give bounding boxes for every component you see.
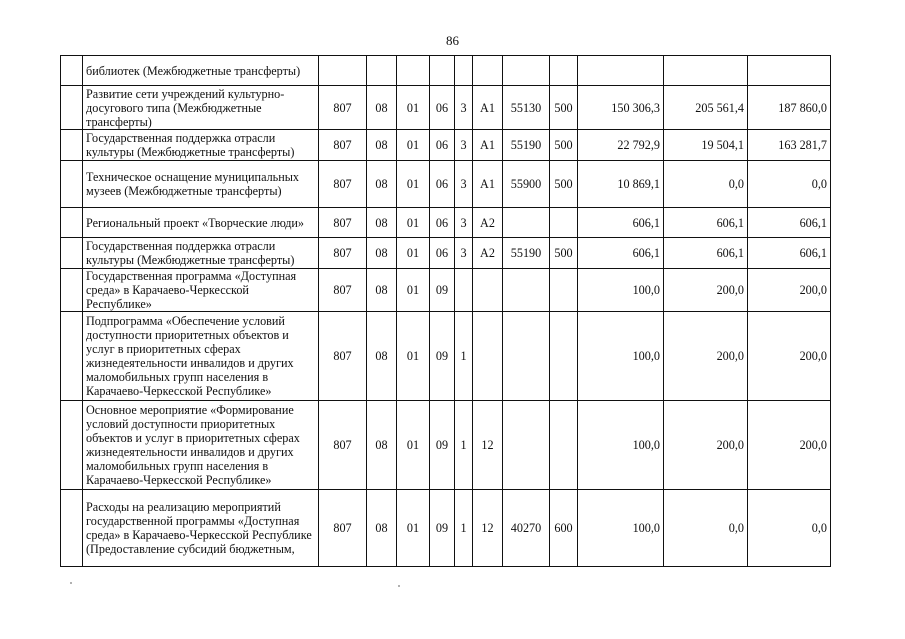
row-name-cell: Государственная программа «Доступная среда» в Карачаево-Черкесской Республике» [83, 269, 319, 312]
cell-s3: 200,0 [748, 401, 831, 490]
cell-s2 [664, 56, 748, 86]
cell-s1: 100,0 [578, 490, 664, 567]
cell-vr [550, 208, 578, 238]
row-name-cell: Развитие сети учреждений культурно-досугового типа (Межбюджетные трансферты) [83, 86, 319, 130]
table-row [61, 130, 831, 161]
cell-p3: 12 [473, 401, 503, 490]
cell-pr [397, 56, 430, 86]
cell-vr: 500 [550, 238, 578, 269]
blank-cell [61, 56, 83, 86]
cell-p1: 09 [430, 312, 455, 401]
cell-p2: 3 [455, 130, 473, 161]
cell-gr: 807 [319, 401, 367, 490]
blank-cell [61, 208, 83, 238]
cell-rz: 08 [367, 161, 397, 208]
cell-s1: 10 869,1 [578, 161, 664, 208]
cell-pr: 01 [397, 401, 430, 490]
cell-p2: 3 [455, 161, 473, 208]
cell-p3: A2 [473, 238, 503, 269]
cell-s1: 100,0 [578, 269, 664, 312]
table-row [61, 208, 831, 238]
cell-p1: 06 [430, 208, 455, 238]
cell-vr: 500 [550, 86, 578, 130]
cell-gr: 807 [319, 490, 367, 567]
table-row [61, 401, 831, 490]
cell-p3: A2 [473, 208, 503, 238]
blank-cell [61, 490, 83, 567]
cell-s2: 205 561,4 [664, 86, 748, 130]
cell-s3: 163 281,7 [748, 130, 831, 161]
cell-p4: 55190 [503, 130, 550, 161]
cell-p3: 12 [473, 490, 503, 567]
cell-gr: 807 [319, 130, 367, 161]
cell-gr: 807 [319, 86, 367, 130]
cell-rz [367, 56, 397, 86]
row-name-cell: Подпрограмма «Обеспечение условий доступности приоритетных объектов и услуг в приоритетных сферах жизнедеятельности инвалидов и других маломобильных групп населения в Карачаево-Черкесской Республике» [83, 312, 319, 401]
blank-cell [61, 312, 83, 401]
cell-s2: 200,0 [664, 401, 748, 490]
cell-p4: 40270 [503, 490, 550, 567]
row-name-cell: Государственная поддержка отрасли культуры (Межбюджетные трансферты) [83, 130, 319, 161]
blank-cell [61, 161, 83, 208]
table-row [61, 490, 831, 567]
blank-cell [61, 238, 83, 269]
cell-vr [550, 56, 578, 86]
cell-p2: 1 [455, 312, 473, 401]
cell-p3: A1 [473, 86, 503, 130]
table-row [61, 86, 831, 130]
cell-s1: 22 792,9 [578, 130, 664, 161]
cell-s3: 200,0 [748, 269, 831, 312]
cell-p1: 06 [430, 130, 455, 161]
cell-s2: 606,1 [664, 208, 748, 238]
scan-speck [398, 585, 400, 587]
cell-s1: 606,1 [578, 238, 664, 269]
cell-pr: 01 [397, 238, 430, 269]
cell-pr: 01 [397, 161, 430, 208]
cell-s1: 100,0 [578, 401, 664, 490]
cell-p1: 06 [430, 86, 455, 130]
cell-p4: 55190 [503, 238, 550, 269]
cell-p2: 1 [455, 490, 473, 567]
table-row [61, 56, 831, 86]
cell-pr: 01 [397, 130, 430, 161]
cell-p1: 09 [430, 490, 455, 567]
cell-s3: 606,1 [748, 238, 831, 269]
scan-speck [70, 582, 72, 584]
cell-s1 [578, 56, 664, 86]
cell-p3: A1 [473, 130, 503, 161]
cell-s2: 0,0 [664, 490, 748, 567]
row-name-cell: Техническое оснащение муниципальных музеев (Межбюджетные трансферты) [83, 161, 319, 208]
row-name-cell: Расходы на реализацию мероприятий государственной программы «Доступная среда» в Карачаево-Черкесской Республике (Предоставление субсидий бюджетным, [83, 490, 319, 567]
cell-gr: 807 [319, 269, 367, 312]
cell-pr: 01 [397, 86, 430, 130]
cell-rz: 08 [367, 490, 397, 567]
cell-vr: 500 [550, 161, 578, 208]
cell-p4 [503, 401, 550, 490]
cell-s3: 0,0 [748, 161, 831, 208]
cell-p1: 06 [430, 161, 455, 208]
cell-p1 [430, 56, 455, 86]
cell-gr: 807 [319, 161, 367, 208]
cell-s3 [748, 56, 831, 86]
cell-p3 [473, 269, 503, 312]
cell-s2: 200,0 [664, 269, 748, 312]
cell-p2: 3 [455, 208, 473, 238]
table-row [61, 161, 831, 208]
cell-rz: 08 [367, 401, 397, 490]
cell-gr: 807 [319, 238, 367, 269]
cell-vr [550, 401, 578, 490]
row-name-cell: Региональный проект «Творческие люди» [83, 208, 319, 238]
cell-rz: 08 [367, 238, 397, 269]
cell-p4 [503, 208, 550, 238]
cell-s3: 187 860,0 [748, 86, 831, 130]
cell-vr: 600 [550, 490, 578, 567]
cell-p1: 09 [430, 401, 455, 490]
cell-s1: 150 306,3 [578, 86, 664, 130]
cell-p4 [503, 312, 550, 401]
cell-p2 [455, 269, 473, 312]
cell-rz: 08 [367, 86, 397, 130]
cell-vr [550, 312, 578, 401]
cell-p2: 1 [455, 401, 473, 490]
cell-s1: 100,0 [578, 312, 664, 401]
cell-p4 [503, 269, 550, 312]
cell-pr: 01 [397, 312, 430, 401]
cell-p2: 3 [455, 86, 473, 130]
cell-s3: 200,0 [748, 312, 831, 401]
row-name-cell: Государственная поддержка отрасли культуры (Межбюджетные трансферты) [83, 238, 319, 269]
cell-rz: 08 [367, 130, 397, 161]
cell-p4 [503, 56, 550, 86]
cell-p1: 09 [430, 269, 455, 312]
cell-rz: 08 [367, 269, 397, 312]
cell-p3 [473, 312, 503, 401]
cell-gr: 807 [319, 312, 367, 401]
cell-p3: A1 [473, 161, 503, 208]
cell-s2: 606,1 [664, 238, 748, 269]
cell-s2: 0,0 [664, 161, 748, 208]
cell-pr: 01 [397, 269, 430, 312]
cell-p2 [455, 56, 473, 86]
cell-p3 [473, 56, 503, 86]
cell-s2: 19 504,1 [664, 130, 748, 161]
page-number: 86 [446, 33, 459, 48]
cell-p1: 06 [430, 238, 455, 269]
blank-cell [61, 86, 83, 130]
cell-s3: 606,1 [748, 208, 831, 238]
row-name-cell: Основное мероприятие «Формирование условий доступности приоритетных объектов и услуг в приоритетных сферах жизнедеятельности инвалидов и других маломобильных групп населения в Карачаево-Черкесской Республике» [83, 401, 319, 490]
cell-gr [319, 56, 367, 86]
cell-vr: 500 [550, 130, 578, 161]
blank-cell [61, 401, 83, 490]
cell-p2: 3 [455, 238, 473, 269]
cell-s1: 606,1 [578, 208, 664, 238]
blank-cell [61, 130, 83, 161]
table-row [61, 269, 831, 312]
cell-pr: 01 [397, 490, 430, 567]
cell-s2: 200,0 [664, 312, 748, 401]
cell-rz: 08 [367, 208, 397, 238]
cell-vr [550, 269, 578, 312]
cell-p4: 55130 [503, 86, 550, 130]
table-row [61, 238, 831, 269]
row-name-cell: библиотек (Межбюджетные трансферты) [83, 56, 319, 86]
budget-table [60, 55, 831, 567]
cell-gr: 807 [319, 208, 367, 238]
blank-cell [61, 269, 83, 312]
cell-p4: 55900 [503, 161, 550, 208]
table-row [61, 312, 831, 401]
cell-pr: 01 [397, 208, 430, 238]
cell-rz: 08 [367, 312, 397, 401]
cell-s3: 0,0 [748, 490, 831, 567]
